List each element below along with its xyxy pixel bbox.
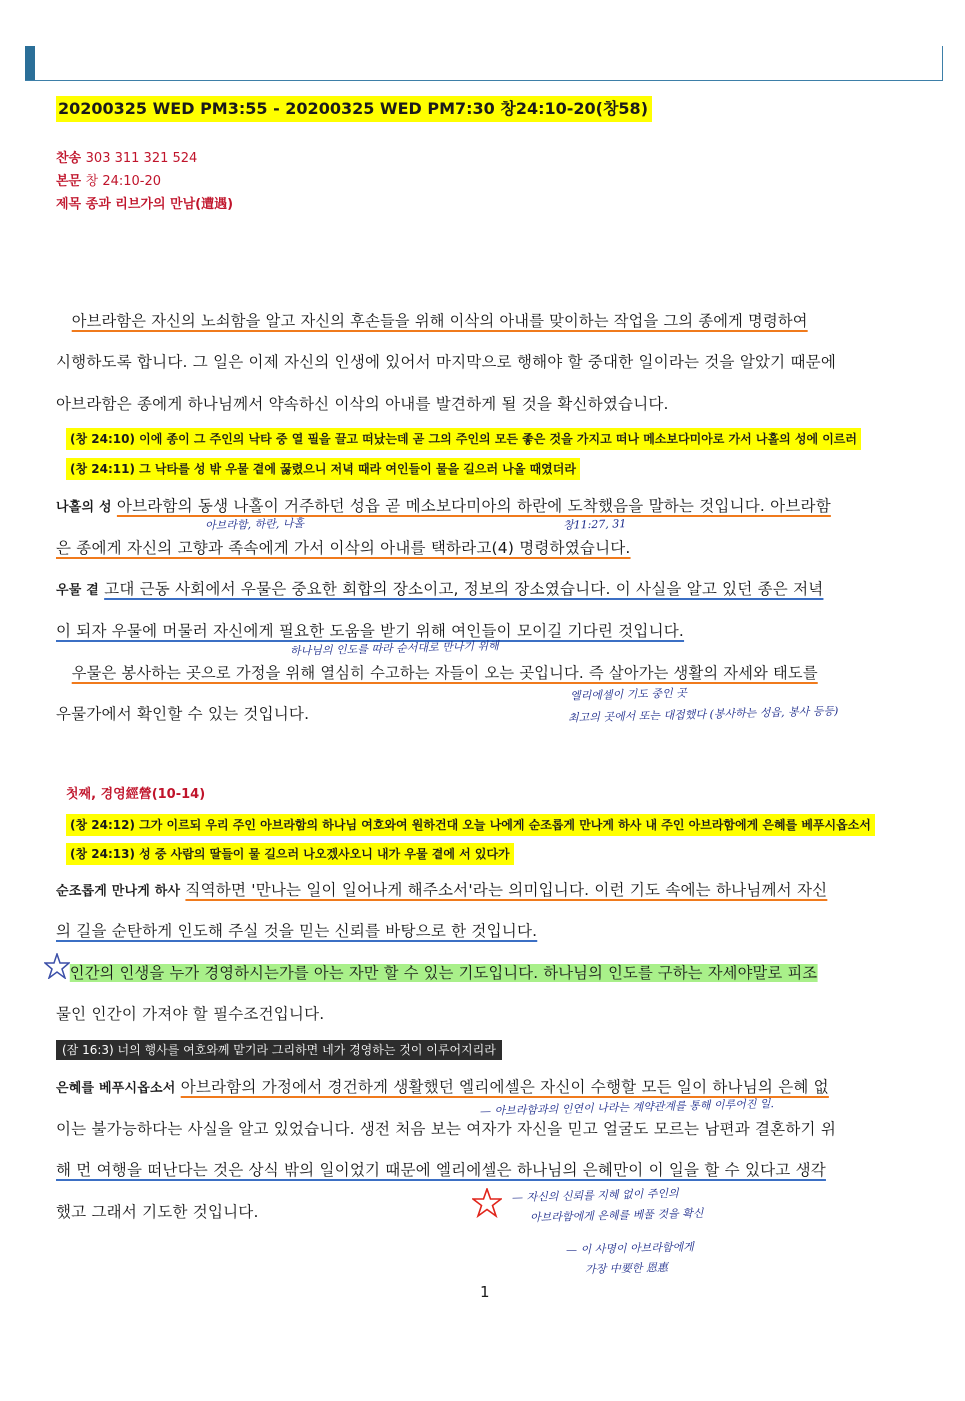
handwritten-note-1: 아브라함, 하란, 나홀 <box>204 516 305 533</box>
handwritten-note-8: 아브라함에게 은혜를 베풀 것을 확신 <box>529 1206 704 1225</box>
hymn-label: 찬송 <box>56 151 82 166</box>
term-well-side: 우물 곁 <box>56 583 99 598</box>
intro-line-2: 시행하도록 합니다. 그 일은 이제 자신의 인생에 있어서 마지막으로 행해야 할 중대한 일이라는 것을 알았기 때문에 <box>56 353 836 371</box>
verse-gen-24-12: (창 24:12) 그가 이르되 우리 주인 아브라함의 하나님 여호와여 원하건대 오늘 나에게 순조롭게 만나게 하사 내 주인 아브라함에게 은혜를 베푸시옵소서 <box>66 814 875 836</box>
grace-line-3: 해 먼 여행을 떠난다는 것은 상식 밖의 일이었기 때문에 엘리에셀은 하나님의 은혜만이 이 일을 할 수 있다고 생각 <box>56 1161 826 1179</box>
grace-line-2: 이는 불가능하다는 사실을 알고 있었습니다. 생전 처음 보는 여자가 자신을 믿고 얼굴도 모르는 남편과 결혼하기 위 <box>56 1120 836 1138</box>
header-accent-bar <box>25 46 35 80</box>
intro-line-1: 아브라함은 자신의 노쇠함을 알고 자신의 후손들을 위해 이삭의 아내를 맞이하는 작업을 그의 종에게 명령하여 <box>71 312 808 330</box>
term-bestow-grace: 은혜를 베푸시옵소서 <box>56 1081 176 1096</box>
hymn-value: 303 311 321 524 <box>85 151 198 166</box>
handwritten-note-5: 최고의 곳에서 또는 대접했다 (봉사하는 성읍, 봉사 등등) <box>567 704 839 725</box>
header-rule <box>25 46 943 81</box>
subject-label: 제목 <box>56 197 82 212</box>
subject-value: 종과 리브가의 만남(遭遇) <box>85 197 234 212</box>
page-number: 1 <box>480 1283 490 1301</box>
handwritten-note-7: — 자신의 신뢰를 지혜 없이 주인의 <box>511 1186 679 1205</box>
well-line-4: 우물가에서 확인할 수 있는 것입니다. <box>56 705 310 723</box>
verse-gen-24-10: (창 24:10) 이에 종이 그 주인의 낙타 중 열 필을 끌고 떠났는데 곧 그의 주인의 모든 좋은 것을 가지고 떠나 메소보다미아로 가서 나홀의 성에 이르러 <box>66 428 861 450</box>
text-label: 본문 <box>56 174 82 189</box>
grace-line-4: 했고 그래서 기도한 것입니다. <box>56 1203 259 1221</box>
handwritten-note-2: 창11:27, 31 <box>562 517 627 532</box>
term-nahor-city: 나홀의 성 <box>56 500 112 515</box>
session-title: 20200325 WED PM3:55 - 20200325 WED PM7:30 창24:10-20(창58) <box>56 96 652 122</box>
smooth-line-4: 물인 인간이 가져야 할 필수조건입니다. <box>56 1005 325 1023</box>
handwritten-note-6: — 아브라함과의 인연이 나라는 계약관계를 통해 이루어진 일. <box>479 1097 775 1118</box>
nahor-line-1: 나홀의 성 아브라함의 동생 나홀이 거주하던 성읍 곧 메소보다미아의 하란에 도착했음을 말하는 것입니다. 아브라함 <box>56 497 831 515</box>
handwritten-note-3: 하나님의 인도를 따라 순서대로 만나기 위해 <box>289 639 499 658</box>
intro-line-3: 아브라함은 종에게 하나님께서 약속하신 이삭의 아내를 발견하게 될 것을 확신하였습니다. <box>56 395 669 413</box>
subject-line <box>56 193 233 212</box>
section-title-management: 첫째, 경영經營(10-14) <box>66 787 206 802</box>
well-line-1: 우물 곁 고대 근동 사회에서 우물은 중요한 회합의 장소이고, 정보의 장소였습니다. 이 사실을 알고 있던 종은 저녁 <box>56 580 824 598</box>
text-value: 창 24:10-20 <box>85 174 162 189</box>
well-line-3: 우물은 봉사하는 곳으로 가정을 위해 열심히 수고하는 자들이 오는 곳입니다. 즉 살아가는 생활의 자세와 태도를 <box>71 664 818 682</box>
verse-gen-24-13: (창 24:13) 성 중 사람의 딸들이 물 길으러 나오겠사오니 내가 우물 곁에 서 있다가 <box>66 843 514 865</box>
verse-proverbs-16-3: (잠 16:3) 너의 행사를 여호와께 맡기라 그리하면 네가 경영하는 것이 이루어지리라 <box>56 1040 502 1060</box>
handwritten-note-10: 가장 中要한 恩惠 <box>584 1260 669 1277</box>
hymn-line <box>56 147 197 166</box>
text-line <box>56 170 161 189</box>
verse-gen-24-11: (창 24:11) 그 낙타를 성 밖 우물 곁에 꿇렸으니 저녁 때라 여인들이 물을 길으러 나올 때였더라 <box>66 458 580 480</box>
nahor-line-2: 은 종에게 자신의 고향과 족속에게 가서 이삭의 아내를 택하라고(4) 명령하였습니다. <box>56 539 631 557</box>
well-line-2: 이 되자 우물에 머물러 자신에게 필요한 도움을 받기 위해 여인들이 모이길 기다린 것입니다. <box>56 622 685 640</box>
smooth-line-2: 의 길을 순탄하게 인도해 주실 것을 믿는 신뢰를 바탕으로 한 것입니다. <box>56 922 538 940</box>
handwritten-note-9: — 이 사명이 아브라함에게 <box>565 1240 694 1257</box>
star-icon-red <box>472 1188 502 1218</box>
grace-line-1: 은혜를 베푸시옵소서 아브라함의 가정에서 경건하게 생활했던 엘리에셀은 자신이 수행할 모든 일이 하나님의 은혜 없 <box>56 1078 829 1096</box>
handwritten-note-4: 엘리에셀이 기도 중인 곳 <box>569 686 687 703</box>
smooth-line-1: 순조롭게 만나게 하사 직역하면 '만나는 일이 일어나게 해주소서'라는 의미입니다. 이런 기도 속에는 하나님께서 자신 <box>56 881 828 899</box>
smooth-line-3: 인간의 인생을 누가 경영하시는가를 아는 자만 할 수 있는 기도입니다. 하나님의 인도를 구하는 자세야말로 피조 <box>69 964 818 982</box>
term-smooth-meeting: 순조롭게 만나게 하사 <box>56 884 181 899</box>
